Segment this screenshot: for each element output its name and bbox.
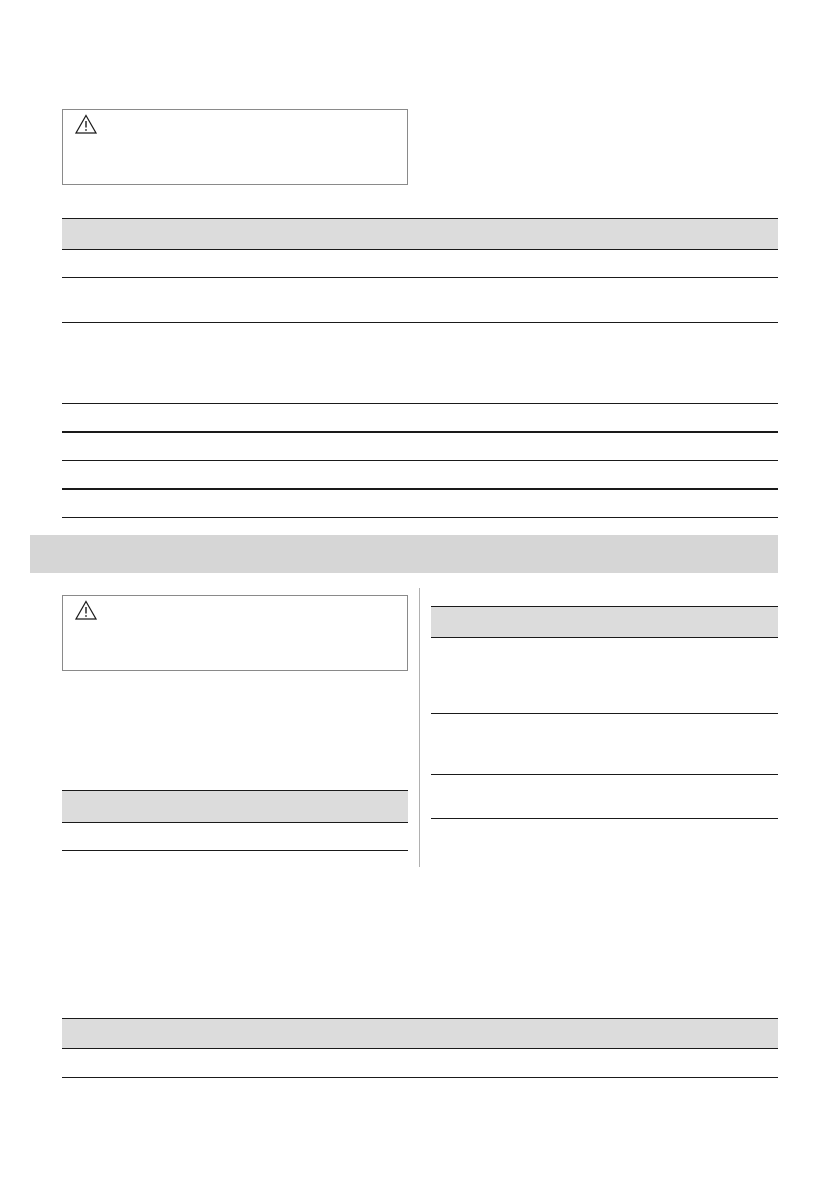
main-table-row (62, 461, 778, 488)
main-table-rule (62, 517, 778, 518)
bottom-table-row (62, 1049, 778, 1077)
right-table-row (431, 714, 778, 774)
main-table-row (62, 278, 778, 322)
bottom-table-header (62, 1018, 778, 1049)
column-divider (419, 588, 420, 867)
right-table-row (431, 638, 778, 713)
left-table-row (62, 823, 408, 850)
right-table-row (431, 775, 778, 818)
main-table-row (62, 404, 778, 431)
left-table-rule (62, 850, 408, 851)
bottom-table-rule (62, 1077, 778, 1078)
main-table-row (62, 323, 778, 403)
main-table-header (62, 218, 778, 250)
main-table-row (62, 490, 778, 517)
main-table-row (62, 250, 778, 278)
left-table-header (62, 790, 408, 823)
warning-triangle-icon (75, 600, 97, 620)
right-table-header (431, 606, 778, 638)
section-heading-band (30, 535, 778, 573)
main-table-row (62, 433, 778, 460)
warning-triangle-icon (75, 114, 97, 134)
warning-box-top (62, 109, 408, 185)
warning-box-left (62, 595, 408, 671)
right-table-rule (431, 818, 778, 819)
